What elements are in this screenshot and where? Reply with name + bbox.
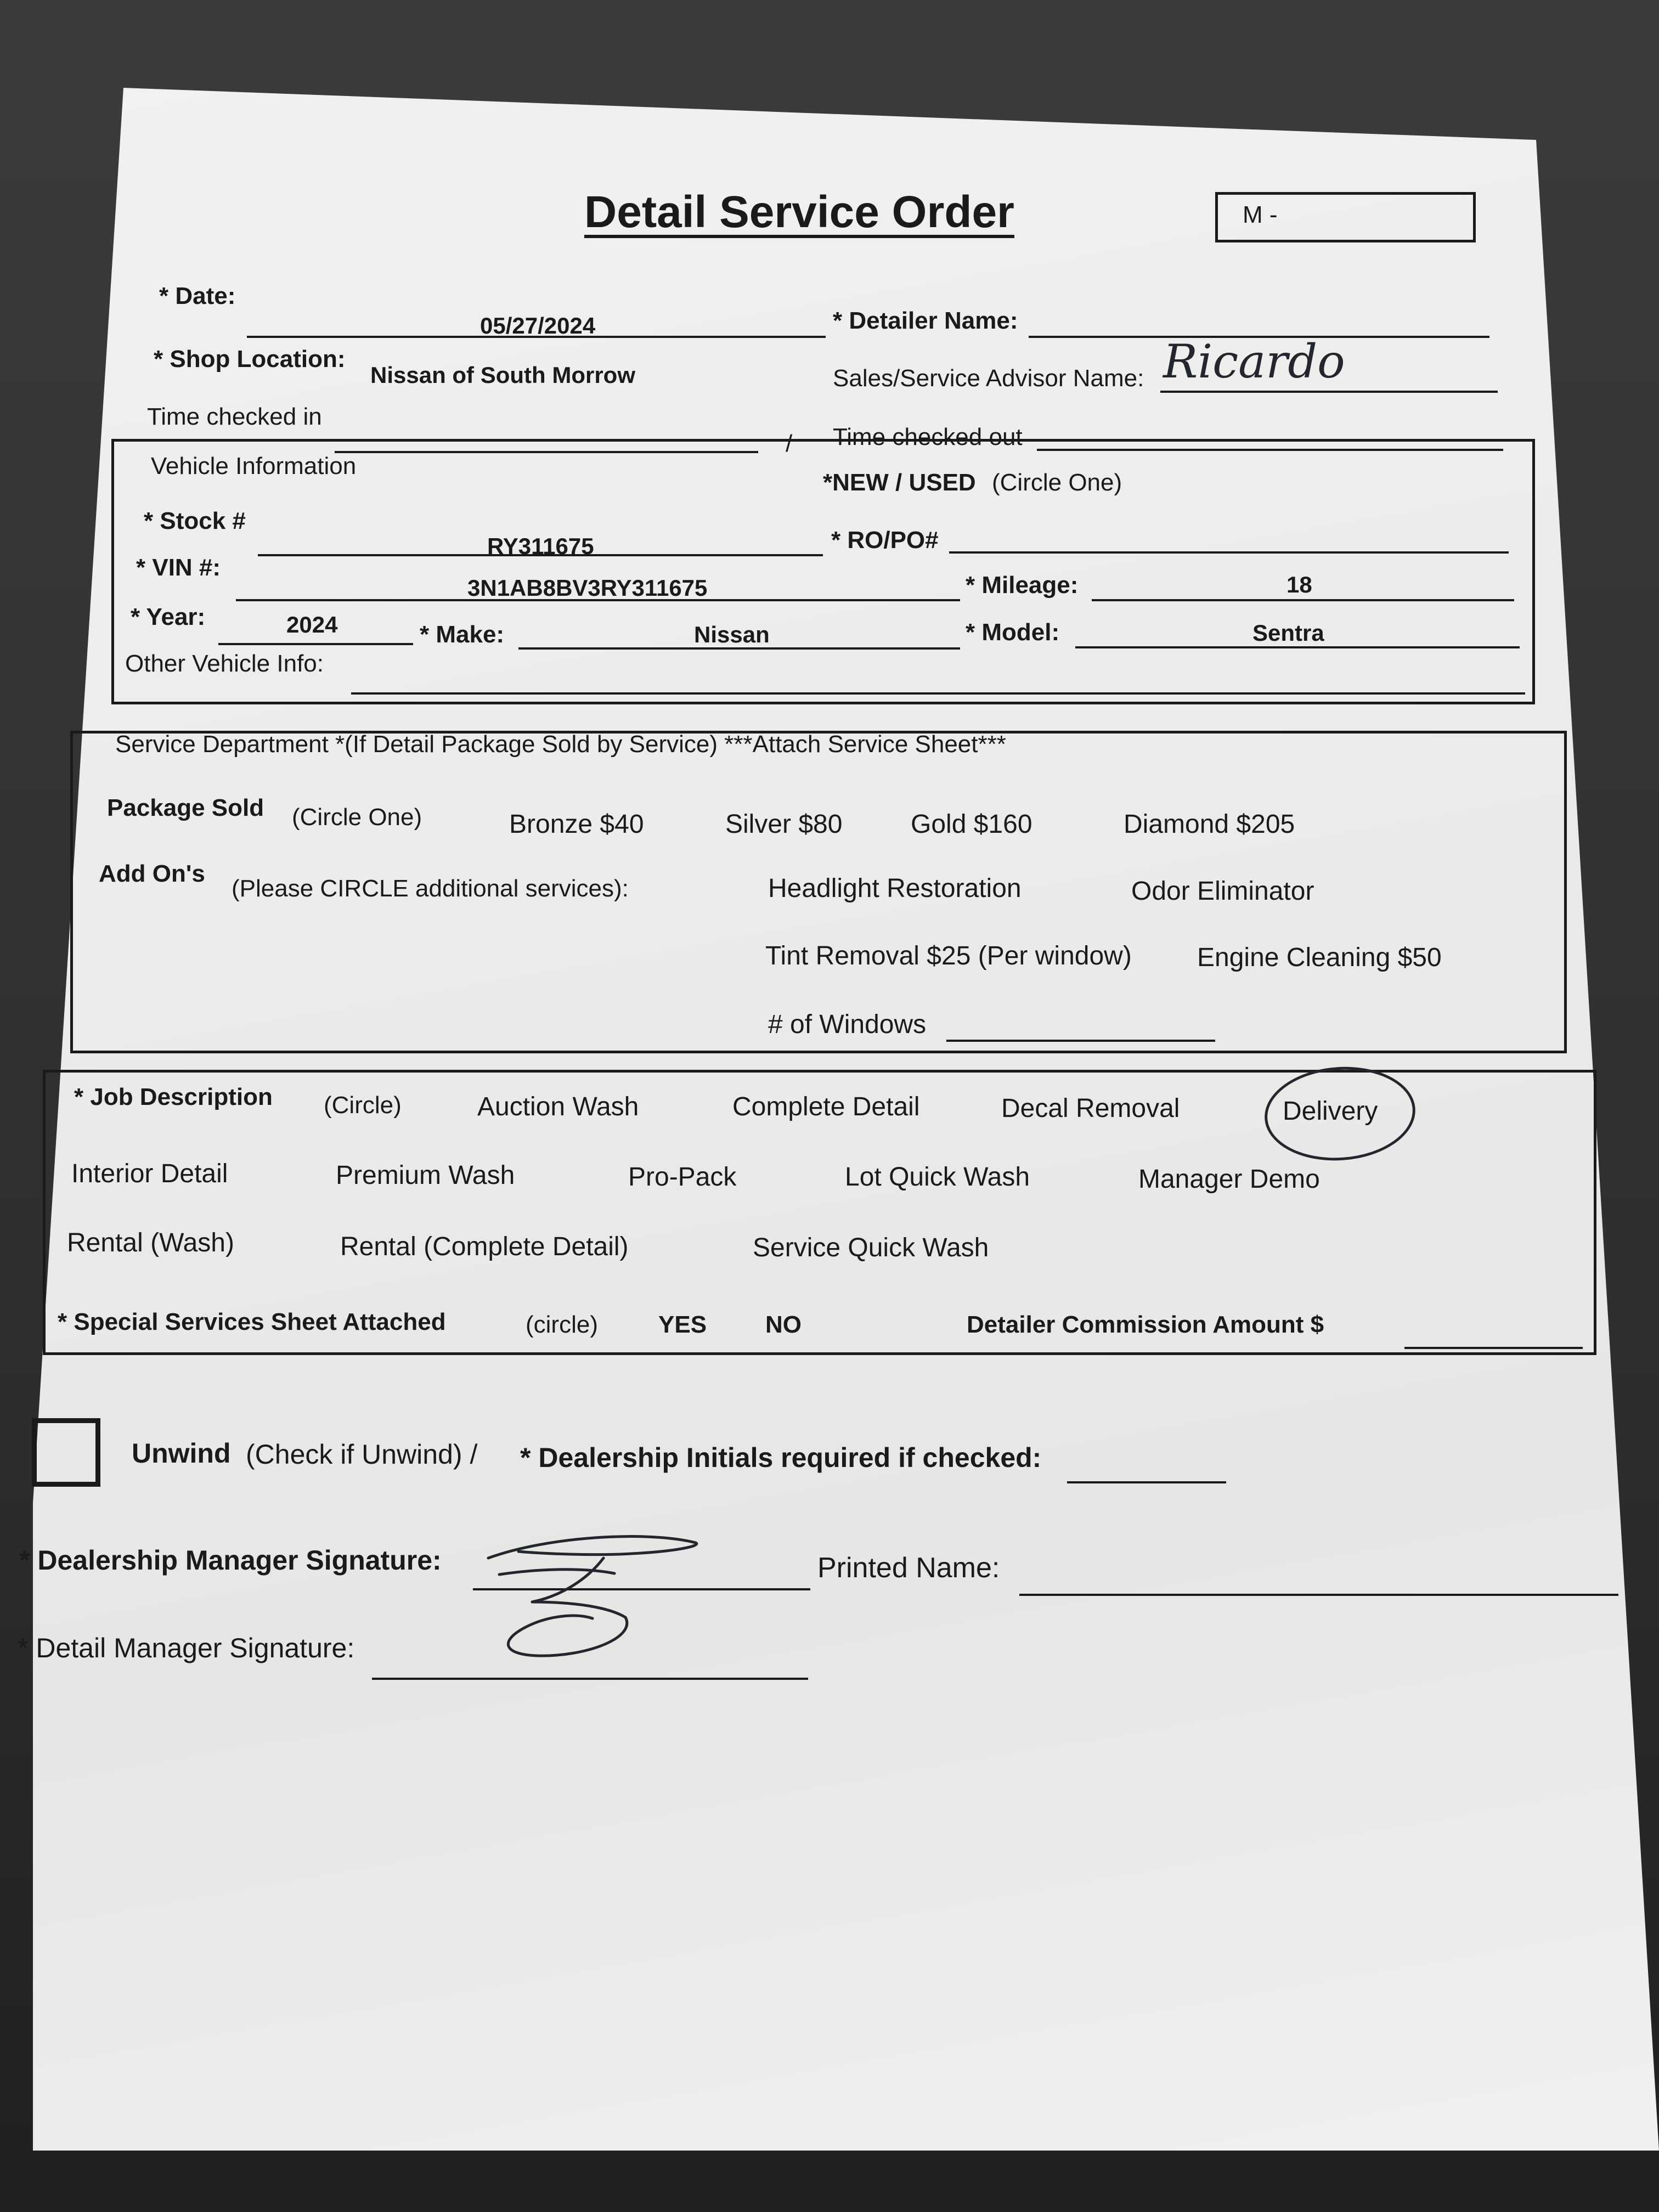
dealership-manager-signature-label: * Dealership Manager Signature: [19,1545,442,1576]
addon-headlight-restoration[interactable]: Headlight Restoration [768,874,1022,903]
special-services-no[interactable]: NO [765,1311,802,1338]
detail-manager-signature-line[interactable] [372,1678,808,1680]
job-auction-wash[interactable]: Auction Wash [477,1092,639,1121]
new-used-hint: (Circle One) [992,469,1122,496]
advisor-label: Sales/Service Advisor Name: [833,365,1144,392]
job-manager-demo[interactable]: Manager Demo [1138,1165,1320,1194]
commission-label: Detailer Commission Amount $ [967,1311,1324,1338]
order-number-prefix: M - [1243,201,1278,228]
stock-value[interactable]: RY311675 [487,533,594,559]
time-separator: / [786,430,793,457]
job-lot-quick-wash[interactable]: Lot Quick Wash [845,1163,1030,1192]
mileage-label: * Mileage: [966,572,1079,599]
job-pro-pack[interactable]: Pro-Pack [628,1163,737,1192]
mileage-line [1092,599,1514,601]
dealership-initials-label: * Dealership Initials required if checked: [520,1442,1042,1473]
other-info-label: Other Vehicle Info: [125,650,324,677]
printed-name-line[interactable] [1019,1594,1618,1596]
advisor-handwritten-name[interactable]: Ricardo [1163,335,1345,388]
model-line [1075,646,1520,648]
package-bronze[interactable]: Bronze $40 [509,810,644,839]
year-value[interactable]: 2024 [286,612,338,637]
dealership-manager-signature [466,1520,713,1668]
model-label: * Model: [966,619,1060,646]
printed-name-label: Printed Name: [817,1552,1000,1584]
job-service-quick-wash[interactable]: Service Quick Wash [753,1233,989,1262]
job-description-hint: (Circle) [324,1092,402,1119]
service-department-header: Service Department *(If Detail Package Sold by Service) ***Attach Service Sheet*** [115,731,1006,758]
addon-tint-removal[interactable]: Tint Removal $25 (Per window) [765,941,1132,970]
stock-label: * Stock # [144,507,246,534]
shop-location-label: * Shop Location: [154,346,346,373]
unwind-checkbox[interactable] [32,1418,100,1487]
job-description-label: * Job Description [74,1084,273,1110]
order-number-box[interactable] [1215,192,1476,242]
time-in-label: Time checked in [147,403,322,430]
commission-line[interactable] [1404,1347,1583,1349]
ro-po-label: * RO/PO# [831,527,939,554]
unwind-label: Unwind [132,1438,231,1469]
new-used-label[interactable]: *NEW / USED [823,469,976,496]
addon-odor-eliminator[interactable]: Odor Eliminator [1131,877,1314,906]
job-interior-detail[interactable]: Interior Detail [71,1159,228,1188]
addons-label: Add On's [99,860,205,887]
date-value[interactable]: 05/27/2024 [480,313,596,338]
package-sold-label: Package Sold [107,794,264,821]
make-label: * Make: [420,621,505,648]
job-complete-detail[interactable]: Complete Detail [732,1092,920,1121]
other-info-line[interactable] [351,692,1525,695]
special-services-label: * Special Services Sheet Attached [58,1308,446,1335]
special-services-hint: (circle) [526,1311,598,1338]
year-line [218,643,413,645]
job-rental-wash[interactable]: Rental (Wash) [67,1228,234,1257]
vin-value[interactable]: 3N1AB8BV3RY311675 [467,575,708,601]
package-silver[interactable]: Silver $80 [725,810,843,839]
dealership-initials-line[interactable] [1067,1481,1226,1483]
windows-count-line[interactable] [946,1040,1215,1042]
job-premium-wash[interactable]: Premium Wash [336,1161,515,1190]
vin-label: * VIN #: [136,554,221,581]
addon-engine-cleaning[interactable]: Engine Cleaning $50 [1197,943,1442,972]
mileage-value[interactable]: 18 [1286,572,1312,597]
job-decal-removal[interactable]: Decal Removal [1001,1094,1180,1123]
package-gold[interactable]: Gold $160 [911,810,1032,839]
detailer-name-label: * Detailer Name: [833,307,1018,334]
detail-manager-signature-label: * Detail Manager Signature: [18,1633,355,1663]
job-delivery[interactable]: Delivery [1283,1097,1378,1126]
package-diamond[interactable]: Diamond $205 [1124,810,1295,839]
ro-po-line[interactable] [949,551,1509,554]
date-label: * Date: [159,283,236,309]
time-out-label: Time checked out [833,424,1023,450]
model-value[interactable]: Sentra [1252,620,1324,646]
addons-hint: (Please CIRCLE additional services): [232,875,629,902]
advisor-line [1160,391,1498,393]
form-title: Detail Service Order [584,187,1014,237]
windows-count-label: # of Windows [768,1010,927,1039]
year-label: * Year: [131,603,206,630]
package-sold-hint: (Circle One) [292,804,422,831]
vehicle-info-label: Vehicle Information [151,453,357,479]
job-rental-complete-detail[interactable]: Rental (Complete Detail) [340,1232,629,1261]
make-value[interactable]: Nissan [694,622,770,647]
shop-location-value[interactable]: Nissan of South Morrow [370,362,635,388]
unwind-hint: (Check if Unwind) / [246,1439,478,1470]
special-services-yes[interactable]: YES [658,1311,707,1338]
